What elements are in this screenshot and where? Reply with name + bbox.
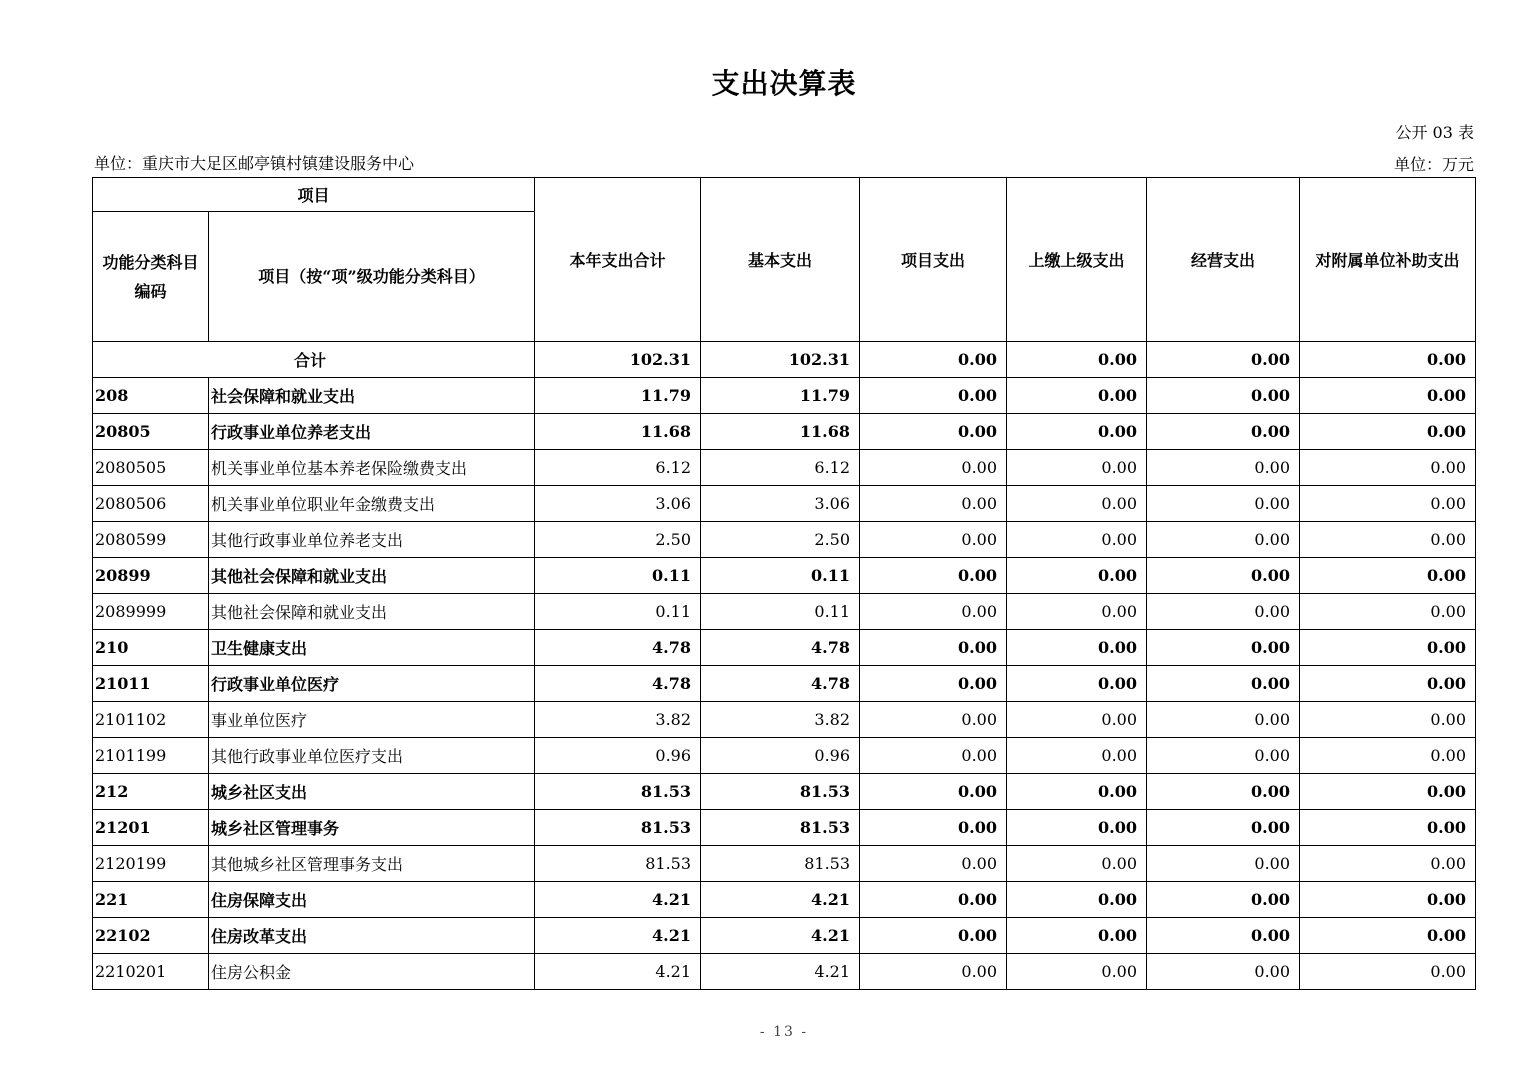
cell-code: 2089999 xyxy=(93,594,209,630)
cell-basic: 3.06 xyxy=(701,486,860,522)
cell-business: 0.00 xyxy=(1147,918,1300,954)
cell-business: 0.00 xyxy=(1147,954,1300,990)
cell-code: 20805 xyxy=(93,414,209,450)
table-row xyxy=(93,810,1476,846)
total-upper-remit: 0.00 xyxy=(1007,342,1147,378)
cell-subsidy: 0.00 xyxy=(1300,486,1476,522)
cell-code: 2080506 xyxy=(93,486,209,522)
cell-business: 0.00 xyxy=(1147,378,1300,414)
cell-upper-remit: 0.00 xyxy=(1007,918,1147,954)
cell-basic: 0.11 xyxy=(701,558,860,594)
table-row xyxy=(93,486,1476,522)
cell-subsidy: 0.00 xyxy=(1300,630,1476,666)
total-label: 合计 xyxy=(93,342,535,378)
cell-code: 2101102 xyxy=(93,702,209,738)
cell-business: 0.00 xyxy=(1147,774,1300,810)
cell-total: 6.12 xyxy=(535,450,701,486)
cell-name: 其他行政事业单位养老支出 xyxy=(209,522,535,558)
cell-name: 其他城乡社区管理事务支出 xyxy=(209,846,535,882)
cell-project-expenditure: 0.00 xyxy=(860,378,1007,414)
cell-business: 0.00 xyxy=(1147,414,1300,450)
cell-name: 行政事业单位医疗 xyxy=(209,666,535,702)
cell-project-expenditure: 0.00 xyxy=(860,630,1007,666)
cell-name: 机关事业单位基本养老保险缴费支出 xyxy=(209,450,535,486)
cell-basic: 11.79 xyxy=(701,378,860,414)
cell-code: 21011 xyxy=(93,666,209,702)
table-row xyxy=(93,630,1476,666)
cell-subsidy: 0.00 xyxy=(1300,774,1476,810)
cell-business: 0.00 xyxy=(1147,702,1300,738)
cell-project-expenditure: 0.00 xyxy=(860,774,1007,810)
cell-code: 212 xyxy=(93,774,209,810)
cell-project-expenditure: 0.00 xyxy=(860,702,1007,738)
cell-total: 81.53 xyxy=(535,846,701,882)
money-unit: 单位：万元 xyxy=(1393,155,1474,174)
cell-basic: 81.53 xyxy=(701,810,860,846)
cell-name: 住房保障支出 xyxy=(209,882,535,918)
cell-basic: 0.11 xyxy=(701,594,860,630)
cell-basic: 81.53 xyxy=(701,774,860,810)
cell-business: 0.00 xyxy=(1147,594,1300,630)
cell-total: 11.79 xyxy=(535,378,701,414)
cell-basic: 3.82 xyxy=(701,702,860,738)
page-title: 支出决算表 xyxy=(711,67,857,100)
cell-project-expenditure: 0.00 xyxy=(860,594,1007,630)
total-row xyxy=(93,342,1476,378)
cell-project-expenditure: 0.00 xyxy=(860,810,1007,846)
cell-code: 208 xyxy=(93,378,209,414)
cell-upper-remit: 0.00 xyxy=(1007,378,1147,414)
cell-basic: 11.68 xyxy=(701,414,860,450)
cell-business: 0.00 xyxy=(1147,558,1300,594)
cell-subsidy: 0.00 xyxy=(1300,918,1476,954)
cell-upper-remit: 0.00 xyxy=(1007,738,1147,774)
table-row xyxy=(93,918,1476,954)
cell-basic: 4.78 xyxy=(701,666,860,702)
cell-project-expenditure: 0.00 xyxy=(860,450,1007,486)
total-total: 102.31 xyxy=(535,342,701,378)
total-subsidy: 0.00 xyxy=(1300,342,1476,378)
cell-upper-remit: 0.00 xyxy=(1007,882,1147,918)
cell-name: 住房改革支出 xyxy=(209,918,535,954)
table-row xyxy=(93,666,1476,702)
header-subsidy: 对附属单位补助支出 xyxy=(1300,178,1476,342)
table-row xyxy=(93,414,1476,450)
cell-basic: 4.21 xyxy=(701,882,860,918)
cell-project-expenditure: 0.00 xyxy=(860,522,1007,558)
table-row xyxy=(93,450,1476,486)
expenditure-table xyxy=(92,177,1476,990)
cell-name: 事业单位医疗 xyxy=(209,702,535,738)
cell-code: 2210201 xyxy=(93,954,209,990)
header-code: 功能分类科目编码 xyxy=(93,212,209,342)
cell-upper-remit: 0.00 xyxy=(1007,414,1147,450)
cell-basic: 6.12 xyxy=(701,450,860,486)
cell-total: 0.11 xyxy=(535,594,701,630)
cell-project-expenditure: 0.00 xyxy=(860,954,1007,990)
cell-name: 卫生健康支出 xyxy=(209,630,535,666)
cell-subsidy: 0.00 xyxy=(1300,558,1476,594)
cell-total: 2.50 xyxy=(535,522,701,558)
table-row xyxy=(93,954,1476,990)
table-row xyxy=(93,378,1476,414)
cell-total: 11.68 xyxy=(535,414,701,450)
header-project-expenditure: 项目支出 xyxy=(860,178,1007,342)
cell-total: 4.21 xyxy=(535,954,701,990)
cell-code: 2120199 xyxy=(93,846,209,882)
cell-upper-remit: 0.00 xyxy=(1007,594,1147,630)
cell-code: 210 xyxy=(93,630,209,666)
table-row xyxy=(93,702,1476,738)
cell-business: 0.00 xyxy=(1147,738,1300,774)
cell-total: 4.78 xyxy=(535,630,701,666)
cell-subsidy: 0.00 xyxy=(1300,810,1476,846)
cell-subsidy: 0.00 xyxy=(1300,450,1476,486)
cell-total: 4.21 xyxy=(535,918,701,954)
cell-project-expenditure: 0.00 xyxy=(860,918,1007,954)
cell-business: 0.00 xyxy=(1147,810,1300,846)
cell-code: 20899 xyxy=(93,558,209,594)
table-row xyxy=(93,882,1476,918)
cell-total: 4.78 xyxy=(535,666,701,702)
cell-project-expenditure: 0.00 xyxy=(860,666,1007,702)
cell-code: 221 xyxy=(93,882,209,918)
cell-total: 81.53 xyxy=(535,810,701,846)
cell-name: 其他社会保障和就业支出 xyxy=(209,594,535,630)
cell-upper-remit: 0.00 xyxy=(1007,702,1147,738)
cell-upper-remit: 0.00 xyxy=(1007,846,1147,882)
cell-code: 2080599 xyxy=(93,522,209,558)
cell-upper-remit: 0.00 xyxy=(1007,558,1147,594)
table-row xyxy=(93,774,1476,810)
cell-upper-remit: 0.00 xyxy=(1007,630,1147,666)
cell-business: 0.00 xyxy=(1147,630,1300,666)
cell-upper-remit: 0.00 xyxy=(1007,486,1147,522)
header-upper-remit: 上缴上级支出 xyxy=(1007,178,1147,342)
page-number: - 13 - xyxy=(759,1024,809,1040)
cell-code: 21201 xyxy=(93,810,209,846)
cell-upper-remit: 0.00 xyxy=(1007,522,1147,558)
cell-project-expenditure: 0.00 xyxy=(860,738,1007,774)
cell-name: 机关事业单位职业年金缴费支出 xyxy=(209,486,535,522)
cell-subsidy: 0.00 xyxy=(1300,522,1476,558)
header-business: 经营支出 xyxy=(1147,178,1300,342)
header-project: 项目 xyxy=(93,178,535,212)
cell-name: 城乡社区支出 xyxy=(209,774,535,810)
cell-total: 0.11 xyxy=(535,558,701,594)
cell-project-expenditure: 0.00 xyxy=(860,846,1007,882)
cell-subsidy: 0.00 xyxy=(1300,954,1476,990)
table-row xyxy=(93,522,1476,558)
cell-subsidy: 0.00 xyxy=(1300,702,1476,738)
cell-code: 2080505 xyxy=(93,450,209,486)
cell-project-expenditure: 0.00 xyxy=(860,414,1007,450)
cell-basic: 81.53 xyxy=(701,846,860,882)
cell-project-expenditure: 0.00 xyxy=(860,882,1007,918)
form-number: 公开 03 表 xyxy=(1395,123,1474,142)
cell-name: 其他行政事业单位医疗支出 xyxy=(209,738,535,774)
cell-basic: 0.96 xyxy=(701,738,860,774)
total-business: 0.00 xyxy=(1147,342,1300,378)
cell-business: 0.00 xyxy=(1147,450,1300,486)
cell-upper-remit: 0.00 xyxy=(1007,450,1147,486)
cell-code: 22102 xyxy=(93,918,209,954)
cell-code: 2101199 xyxy=(93,738,209,774)
cell-upper-remit: 0.00 xyxy=(1007,810,1147,846)
cell-subsidy: 0.00 xyxy=(1300,378,1476,414)
cell-total: 0.96 xyxy=(535,738,701,774)
cell-upper-remit: 0.00 xyxy=(1007,954,1147,990)
cell-subsidy: 0.00 xyxy=(1300,414,1476,450)
cell-subsidy: 0.00 xyxy=(1300,846,1476,882)
table-row xyxy=(93,846,1476,882)
cell-subsidy: 0.00 xyxy=(1300,738,1476,774)
cell-name: 住房公积金 xyxy=(209,954,535,990)
total-project-expenditure: 0.00 xyxy=(860,342,1007,378)
table-body xyxy=(93,342,1476,990)
cell-project-expenditure: 0.00 xyxy=(860,486,1007,522)
cell-subsidy: 0.00 xyxy=(1300,882,1476,918)
cell-basic: 4.21 xyxy=(701,918,860,954)
cell-business: 0.00 xyxy=(1147,666,1300,702)
cell-total: 4.21 xyxy=(535,882,701,918)
cell-business: 0.00 xyxy=(1147,846,1300,882)
cell-name: 社会保障和就业支出 xyxy=(209,378,535,414)
cell-business: 0.00 xyxy=(1147,486,1300,522)
cell-total: 3.82 xyxy=(535,702,701,738)
total-basic: 102.31 xyxy=(701,342,860,378)
cell-total: 81.53 xyxy=(535,774,701,810)
cell-name: 其他社会保障和就业支出 xyxy=(209,558,535,594)
organization-unit: 单位：重庆市大足区邮亭镇村镇建设服务中心 xyxy=(94,154,415,173)
header-total: 本年支出合计 xyxy=(535,178,701,342)
cell-upper-remit: 0.00 xyxy=(1007,666,1147,702)
header-basic: 基本支出 xyxy=(701,178,860,342)
cell-name: 行政事业单位养老支出 xyxy=(209,414,535,450)
cell-subsidy: 0.00 xyxy=(1300,666,1476,702)
cell-subsidy: 0.00 xyxy=(1300,594,1476,630)
cell-business: 0.00 xyxy=(1147,882,1300,918)
table-row xyxy=(93,558,1476,594)
cell-total: 3.06 xyxy=(535,486,701,522)
cell-basic: 4.21 xyxy=(701,954,860,990)
table-row xyxy=(93,594,1476,630)
table-row xyxy=(93,738,1476,774)
cell-name: 城乡社区管理事务 xyxy=(209,810,535,846)
header-name: 项目（按“项”级功能分类科目） xyxy=(209,212,535,342)
cell-basic: 2.50 xyxy=(701,522,860,558)
cell-basic: 4.78 xyxy=(701,630,860,666)
cell-business: 0.00 xyxy=(1147,522,1300,558)
cell-project-expenditure: 0.00 xyxy=(860,558,1007,594)
cell-upper-remit: 0.00 xyxy=(1007,774,1147,810)
